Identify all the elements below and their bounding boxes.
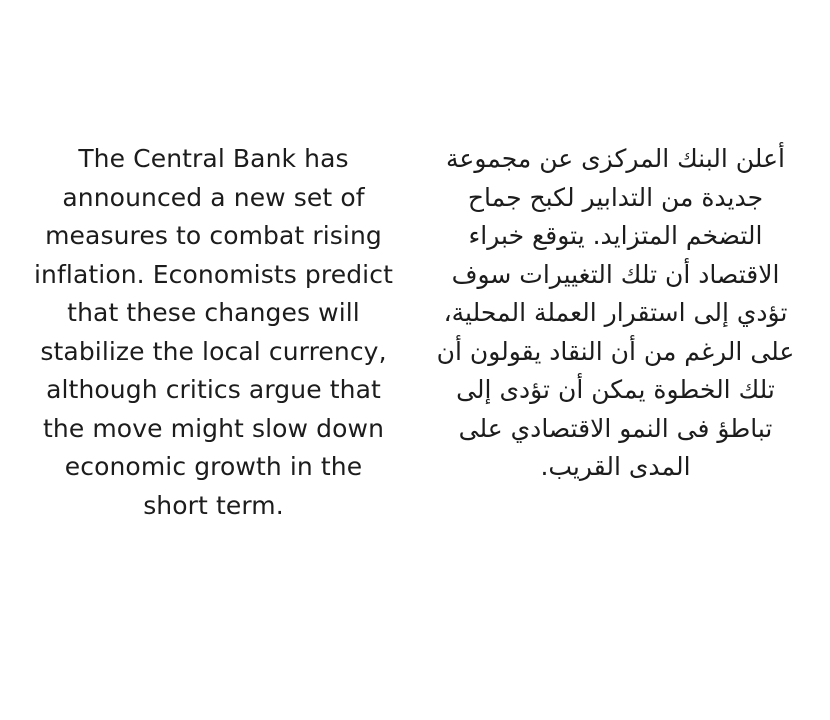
source-text-column <box>0 140 415 525</box>
target-text-column <box>415 140 830 487</box>
parallel-text-columns <box>0 140 830 525</box>
source-paragraph: The Central Bank has announced a new set of measures to combat rising inflation. Economists predict that these changes will stabilize the local currency, although critics argue that the move might slow down economic growth in the short term. <box>34 144 393 520</box>
target-paragraph: أعلن البنك المركزى عن مجموعة جديدة من التدابير لكبح جماح التضخم المتزايد. يتوقع خبراء الاقتصاد أن تلك التغييرات سوف تؤدي إلى استقرار العملة المحلية، على الرغم من أن النقاد يقولون أن تلك الخطوة يمكن أن تؤدى إلى تباطؤ فى النمو الاقتصادي على المدى القريب. <box>436 144 795 481</box>
